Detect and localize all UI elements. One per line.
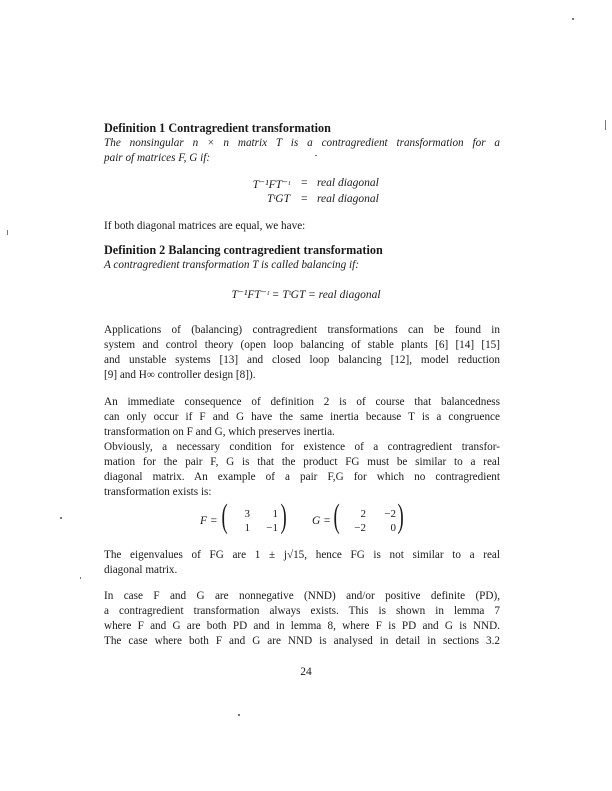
equation-1-rhs: real diagonal [317,177,379,189]
matrix-g-label: G = [312,515,331,527]
scan-speck [80,577,81,579]
balancing-equation: T⁻¹FT⁻ᵗ = TᵗGT = real diagonal [231,289,381,301]
scan-speck [7,230,8,235]
definition-2 [104,243,500,273]
equation-2-lhs: TᵗGT [266,193,290,205]
scan-speck [572,18,574,20]
paragraph-line: diagonal matrix. An example of a pair F,G for which no contragredient [104,471,500,483]
paragraph-applications [104,323,500,383]
paragraph-existence [104,589,500,649]
paragraph-line: An immediate consequence of definition 2 is of course that balancedness [104,396,500,408]
page-number: 24 [300,666,312,678]
equation-1-lhs: T⁻¹FT⁻ᵗ [252,179,290,191]
equation-2-rhs: real diagonal [317,193,379,205]
paragraph-line: can only occur if F and G have the same inertia because T is a congruence [104,411,500,423]
paragraph-line: [9] and H∞ controller design [8]). [104,369,256,381]
matrix-f-label: F = [200,515,218,527]
transition-sentence: If both diagonal matrices are equal, we have: [104,220,306,232]
definition-1-text-line: pair of matrices F, G if: [104,152,211,164]
scan-speck [238,714,240,716]
paragraph-line: system and control theory (open loop balancing of stable plants [6] [14] [15] [104,339,500,351]
matrix-f-left-paren: ( [221,498,228,535]
equation-2-operator: = [301,193,308,205]
paragraph-line: The case where both F and G are NND is analysed in detail in sections 3.2 [104,635,500,647]
matrix-g-right-paren: ) [397,498,404,535]
scan-speck [605,120,606,130]
definition-2-text: A contragredient transformation T is called balancing if: [104,259,359,271]
paragraph-line: where F and G are both PD and in lemma 8, where F is PD and G is NND. [104,620,500,632]
matrix-f-row-1: 3 1 [244,508,278,520]
paragraph-consequence [104,395,500,500]
equation-1-operator: = [301,177,308,189]
paragraph-line: and unstable systems [13] and closed loop balancing [12], model reduction [104,354,500,366]
paragraph-line: In case F and G are nonnegative (NND) and/or positive definite (PD), [104,590,500,602]
definition-1-heading: Definition 1 Contragredient transformation [104,121,331,135]
paragraph-line: transformation exists is: [104,486,212,498]
matrix-g-row-1: 2 −2 [360,508,396,520]
paragraph-line: Applications of (balancing) contragredient transformations can be found in [104,324,500,336]
paragraph-line: mation for the pair F, G is that the product FG must be similar to a real [104,456,500,468]
paragraph-line: a contragredient transformation always exists. This is shown in lemma 7 [104,605,500,617]
paragraph-line: diagonal matrix. [104,564,178,576]
paragraph-line: transformation on F and G, which preserves inertia. [104,426,335,438]
definition-1 [104,121,500,166]
scan-speck [315,155,317,156]
matrix-f-row-2: 1 −1 [244,522,278,534]
matrix-g-row-2: −2 0 [354,522,396,534]
paragraph-eigenvalues [104,548,500,578]
scan-speck [60,517,62,519]
definition-1-text-line: The nonsingular n × n matrix T is a contragredient transformation for a [104,137,500,149]
paragraph-line: The eigenvalues of FG are 1 ± j√15, hence FG is not similar to a real [104,549,500,561]
definition-2-heading: Definition 2 Balancing contragredient transformation [104,243,383,257]
paragraph-line: Obviously, a necessary condition for existence of a contragredient transfor- [104,441,500,453]
matrix-f-right-paren: ) [280,498,287,535]
matrix-g-left-paren: ( [333,498,340,535]
